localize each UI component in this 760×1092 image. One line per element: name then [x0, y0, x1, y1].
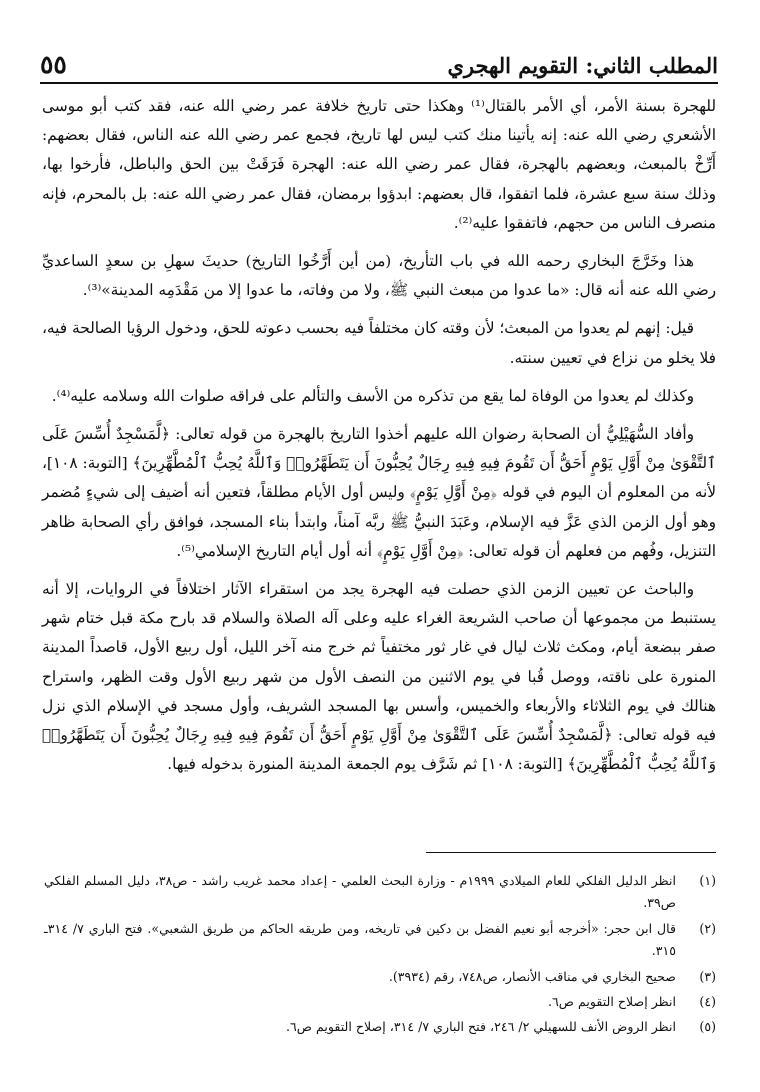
page-number: ٥٥ — [40, 49, 67, 79]
footnote-number: (٤) — [699, 994, 716, 1010]
footnote-divider — [426, 852, 716, 853]
footnote-text: انظر إصلاح التقويم ص٦. — [547, 994, 676, 1010]
paragraph: وكذلك لم يعدوا من الوفاة لما يقع من تذكره من الأسف والتألم على فراقه صلوات الله وسلامه عليه⁽⁴⁾. — [51, 386, 694, 405]
footnote-text: انظر الروض الأنف للسهيلي ٢/ ٢٤٦، فتح الباري ٧/ ٣١٤، إصلاح التقويم ص٦. — [285, 1019, 676, 1035]
footnote-text: انظر الدليل الفلكي للعام الميلادي ١٩٩٩م - وزارة البحث العلمي - إعداد محمد غريب راشد - ص٣٨، دليل المسلم الفلكي ص٣٩. — [44, 873, 676, 911]
footnote-text: صحيح البخاري في مناقب الأنصار، ص٧٤٨، رقم (٣٩٣٤). — [388, 968, 676, 984]
footnote-text: قال ابن حجر: «أخرجه أبو نعيم الفضل بن دكين في تاريخه، ومن طريقه الحاكم من طريق الشعبي». فتح الباري ٧/ ٣١٤ـ ٣١٥. — [44, 920, 676, 959]
footnote — [44, 918, 716, 963]
footnotes — [44, 870, 716, 1042]
section-title: المطلب الثاني: التقويم الهجري — [447, 52, 718, 78]
footnote-number: (١) — [699, 873, 716, 888]
paragraph: هذا وخَرَّجَ البخاري رحمه الله في باب التأريخ، (من أين أَرَّخُوا التاريخ) حديثَ سهلِ بن سعدٍ الساعديِّ رضي الله عنه أنه قال: «ما عدوا من مبعث النبي ﷺ، ولا من وفاته، ما عدوا إلا من مَقْدَمِه المدينة»⁽³⁾. — [42, 252, 716, 300]
footnote-number: (٥) — [699, 1019, 716, 1035]
paragraph: والباحث عن تعيين الزمن الذي حصلت فيه الهجرة يجد من استقراء الآثار اختلافاً في الروايات، إلا أنه يستنبط من مجموعها أن صاحب الشريعة الغراء عليه وعلى آله الصلاة والسلام قد بارح مكة قبل ختام شهر صفر ببضعة أيام، ومكث ثلاث ليال في غار ثور مختفياً ثم خرج منه آخر الليل، أول ربيع الأول، قاصداً المدينة المنورة على ناقته، ووصل قُبا في يوم الاثنين من النصف الأول من شهر ربيع الأول وقت الظهر، واستراح هنالك في يوم الثلاثاء والأربعاء والخميس، وأسس بها المسجد الشريف، وأول مسجد في الإسلام الذي نزل فيه قوله تعالى: ﴿لَّمَسْجِدٌ أُسِّسَ عَلَى ٱلتَّقْوَىٰ مِنْ أَوَّلِ يَوْمٍ أَحَقُّ أَن تَقُومَ فِيهِ فِيهِ رِجَالٌ يُحِبُّونَ أَن يَتَطَهَّرُوا۟ وَٱللَّهُ يُحِبُّ ٱلْمُطَّهِّرِينَ﴾ [التوبة: ١٠٨] ثم شَرَّف يوم الجمعة المدينة المنورة بدخوله فيها. — [42, 580, 716, 774]
body-text — [42, 92, 716, 788]
footnote — [44, 966, 716, 988]
footnote — [44, 1016, 716, 1038]
paragraph: وأفاد السُّهَيْلِيُّ أن الصحابة رضوان الله عليهم أخذوا التاريخ بالهجرة من قوله تعالى: ﴿لَّمَسْجِدٌ أُسِّسَ عَلَى ٱلتَّقْوَىٰ مِنْ أَوَّلِ يَوْمٍ أَحَقُّ أَن تَقُومَ فِيهِ فِيهِ رِجَالٌ يُحِبُّونَ أَن يَتَطَهَّرُوا۟ وَٱللَّهُ يُحِبُّ ٱلْمُطَّهِّرِينَ﴾ [التوبة: ١٠٨]، لأنه من المعلوم أن اليوم في قوله ﴿مِنْ أَوَّلِ يَوْمٍ﴾ وليس أول الأيام مطلقاً، فتعين أنه أضيف إلى شيءٍ مُضمر وهو أول الزمن الذي عَزَّ فيه الإسلام، وعَبَدَ النبيُّ ﷺ ربَّه آمناً، وابتدأ بناء المسجد، فوافق رأي الصحابة ظاهر التنزيل، وفُهم من فعلهم أن قوله تعالى: ﴿مِنْ أَوَّلِ يَوْمٍ﴾ أنه أول أيام التاريخ الإسلامي⁽⁵⁾. — [42, 425, 716, 560]
footnote — [44, 870, 716, 915]
footnote — [44, 991, 716, 1013]
footnote-number: (٢) — [699, 920, 716, 936]
paragraph: للهجرة بسنة الأمر، أي الأمر بالقتال⁽¹⁾ وهكذا حتى تاريخ خلافة عمر رضي الله عنه، فقد كتب أبو موسى الأشعري رضي الله عنه: إنه يأتينا منك كتب ليس لها تاريخ، فجمع عمر رضي الله عنه الناس، فقال بعضهم: أَرِّخْ بالمبعث، وبعضهم بالهجرة، فقال عمر رضي الله عنه: الهجرة فَرَقَتْ بين الحق والباطل، فأرخوا بها، وذلك سنة سبع عشرة، فلما اتفقوا، قال بعضهم: ابدؤوا برمضان، فقال عمر رضي الله عنه: بل بالمحرم، فإنه منصرف الناس من حجهم، فاتفقوا عليه⁽²⁾. — [42, 97, 716, 232]
page-header — [40, 36, 718, 84]
footnote-number: (٣) — [699, 968, 716, 984]
paragraph: قيل: إنهم لم يعدوا من المبعث؛ لأن وقته كان مختلفاً فيه بحسب دعوته للحق، ودخول الرؤيا الصالحة فيه، فلا يخلو من نزاع في تعيين سنته. — [42, 319, 716, 367]
